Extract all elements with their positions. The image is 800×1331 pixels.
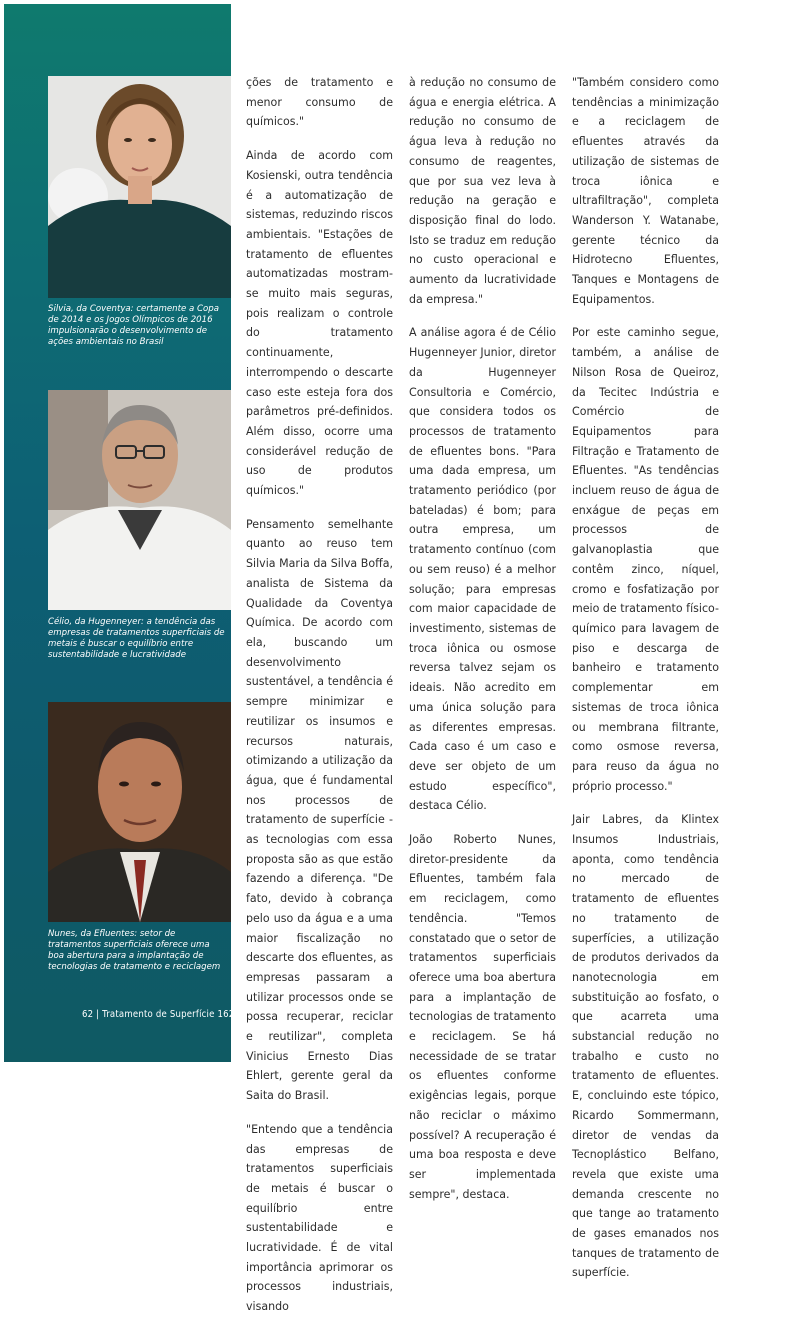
caption-nunes: Nunes, da Efluentes: setor de tratamentos superficiais oferece uma boa abertura para a implantação de tecnologias de tratamento e reciclagem [48,929,221,972]
paragraph: A análise agora é de Célio Hugenneyer Junior, diretor da Hugenneyer Consultoria e Comércio, que considera todos os processos de tratamento de efluentes bons. "Para uma dada empresa, um tratamento periódico (por bateladas) é bom; para outra empresa, um tratamento contínuo (com ou sem reuso) é a melhor solução; para empresas com maior capacidade de investimento, sistemas de troca iônica ou osmose reversa talvez sejam os ideais. Não acredito em uma única solução para as diferentes empresas. Cada caso é um caso e deve ser objeto de um estudo específico", destaca Célio. [409,326,556,813]
text-column-2 [409,73,556,1218]
photo-silvia [48,76,231,298]
paragraph: à redução no consumo de água e energia elétrica. A redução no consumo de água leva à redução no consumo de reagentes, que por sua vez leva à redução na geração e disposição final do lodo. Isto se traduz em redução no custo operacional e aumento da lucratividade da empresa." [409,76,556,306]
paragraph: Jair Labres, da Klintex Insumos Industriais, aponta, como tendência no mercado de tratamento de efluentes no tratamento de superfícies, a utilização de produtos derivados da nanotecnologia em substituição ao fosfato, o que acarreta uma substancial redução no trabalho e custo no tratamento de efluentes. E, concluindo este tópico, Ricardo Sommermann, diretor de vendas da Tecnoplástico Belfano, revela que existe uma demanda crescente no que tange ao tratamento de gases emanados nos tanques de tratamento de superfície. [572,813,719,1280]
portrait-woman-image [48,76,231,298]
paragraph: ções de tratamento e menor consumo de químicos." [246,76,393,129]
paragraph: Pensamento semelhante quanto ao reuso tem Silvia Maria da Silva Boffa, analista de Sistema da Qualidade da Coventya Química. De acordo com ela, buscando um desenvolvimento sustentável, a tendência é sempre minimizar e reutilizar os insumos e recursos naturais, otimizando a utilização da água, que é fundamental nos processos de tratamento de superfície - as tecnologias com essa proposta são as que estão fazendo a diferença. "De fato, devido à cobrança pelo uso da água e a uma maior fiscalização no descarte dos efluentes, as empresas passaram a utilizar processos onde se possa recuperar, reciclar e reutilizar", completa Vinicius Ernesto Dias Ehlert, gerente geral da Saita do Brasil. [246,517,393,1103]
paragraph: "Entendo que a tendência das empresas de tratamentos superficiais de metais é buscar o equilíbrio entre sustentabilidade e lucratividade. É de vital importância aprimorar os processos industriais, visando [246,1122,393,1314]
paragraph: Ainda de acordo com Kosienski, outra tendência é a automatização de sistemas, reduzindo riscos ambientais. "Estações de tratamento de efluentes automatizadas mostram-se muito mais seguras, pois realizam o controle do tratamento continuamente, interrompendo o descarte caso este esteja fora dos parâmetros pré-definidos. Além disso, ocorre uma considerável redução de uso de produtos químicos." [246,149,393,498]
page-footer: 62 | Tratamento de Superfície 162 [82,1009,235,1020]
text-column-3 [572,73,719,1297]
text-column-1 [246,73,393,1331]
paragraph: Por este caminho segue, também, a análise de Nilson Rosa de Queiroz, da Tecitec Indústria e Comércio de Equipamentos para Filtração e Tratamento de Efluentes. "As tendências incluem reuso de água de enxágue de peças em processos de galvanoplastia que contêm zinco, níquel, cromo e fosfatização por meio de tratamento físico-químico para lavagem de piso e descarga de banheiro e tratamento complementar em sistemas de troca iônica ou membrana filtrante, como osmose reversa, para reuso da água no próprio processo." [572,326,719,793]
caption-celio: Célio, da Hugenneyer: a tendência das empresas de tratamentos superficiais de metais é buscar o equilíbrio entre sustentabilidade e lucratividade [48,617,225,660]
photo-nunes [48,702,231,922]
paragraph: "Também considero como tendências a minimização e a reciclagem de efluentes através da utilização de sistemas de troca iônica e ultrafiltração", completa Wanderson Y. Watanabe, gerente técnico da Hidrotecno Efluentes, Tanques e Montagens de Equipamentos. [572,76,719,306]
portrait-man-suit-image [48,702,231,922]
portrait-man-gray-hair-image [48,390,231,610]
photo-celio [48,390,231,610]
caption-silvia: Silvia, da Coventya: certamente a Copa de 2014 e os Jogos Olímpicos de 2016 impulsionarão o desenvolvimento de ações ambientais no Brasil [48,304,219,347]
paragraph: João Roberto Nunes, diretor-presidente da Efluentes, também fala em reciclagem, como tendência. "Temos constatado que o setor de tratamentos superficiais oferece uma boa abertura para a implantação de tecnologias de tratamento e reciclagem. Se há necessidade de se tratar os efluentes conforme exigências legais, porque não reciclar o máximo possível? A recuperação é uma boa resposta e deve ser implementada sempre", destaca. [409,833,556,1201]
